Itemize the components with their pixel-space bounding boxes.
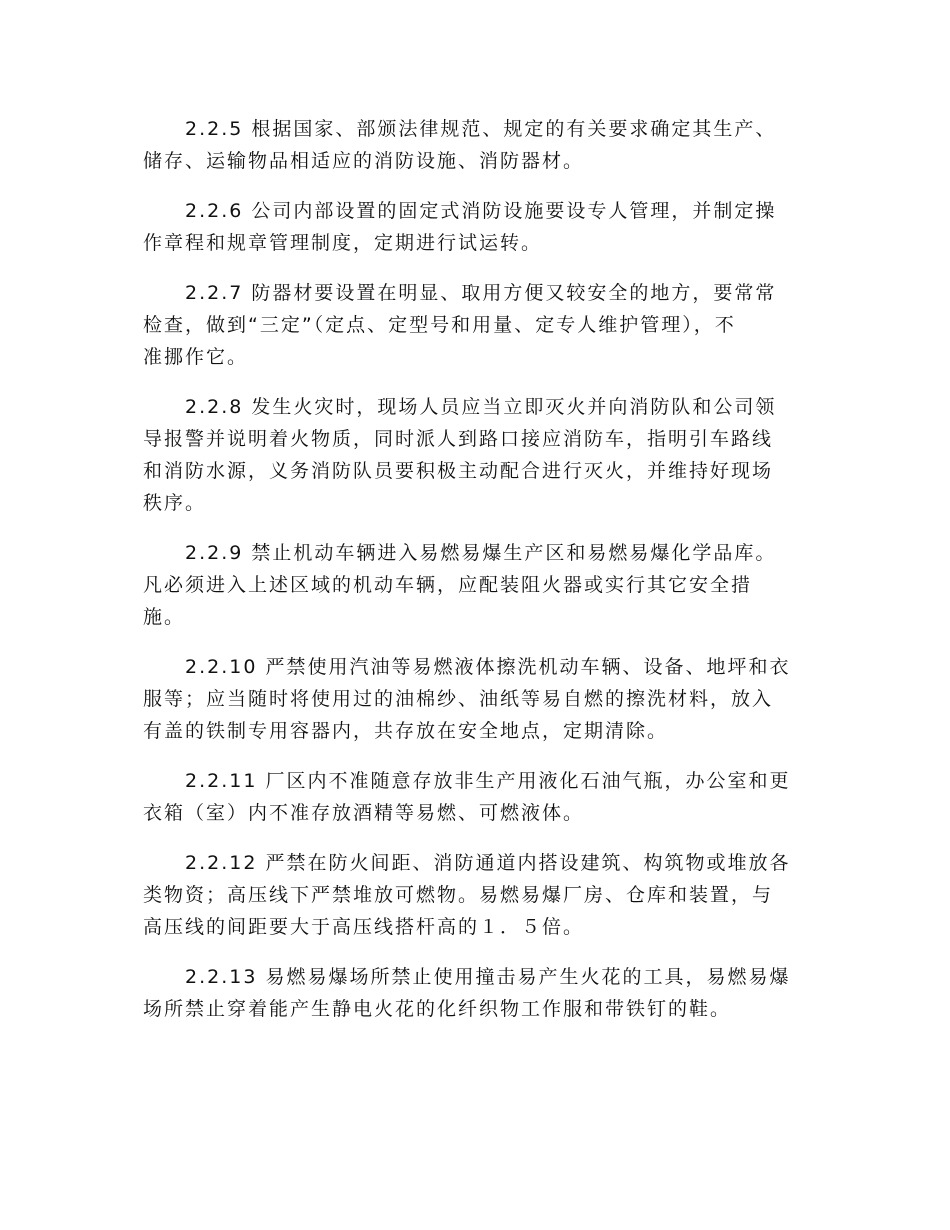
paragraph-line: 场所禁止穿着能产生静电火花的化纤织物工作服和带铁钉的鞋。: [143, 998, 732, 1020]
paragraph-line: 和消防水源，义务消防队员要积极主动配合进行灭火，并维持好现场: [143, 460, 774, 482]
paragraph-line: 导报警并说明着火物质，同时派人到路口接应消防车，指明引车路线: [143, 428, 774, 450]
paragraph-2-2-12: [143, 847, 808, 943]
paragraph-line: 2.2.5 根据国家、部颁法律规范、规定的有关要求确定其生产、: [185, 118, 777, 140]
paragraph-line: 2.2.8 发生火灾时，现场人员应当立即灭火并向消防队和公司领: [185, 396, 777, 418]
paragraph-line: 秩序。: [143, 492, 207, 514]
paragraph-line: 2.2.7 防器材要设置在明显、取用方便又较安全的地方，要常常: [185, 282, 777, 304]
paragraph-line: 储存、运输物品相适应的消防设施、消防器材。: [143, 150, 585, 172]
paragraph-line: 凡必须进入上述区域的机动车辆，应配装阻火器或实行其它安全措: [143, 574, 753, 596]
paragraph-line: 作章程和规章管理制度，定期进行试运转。: [143, 232, 543, 254]
document-body: [143, 113, 808, 1043]
paragraph-line: 2.2.11 厂区内不准随意存放非生产用液化石油气瓶，办公室和更: [185, 770, 791, 792]
paragraph-2-2-7: [143, 277, 808, 373]
paragraph-2-2-11: [143, 765, 808, 829]
paragraph-line: 服等；应当随时将使用过的油棉纱、油纸等易自燃的擦洗材料，放入: [143, 688, 774, 710]
paragraph-2-2-8: [143, 391, 808, 519]
paragraph-line: 2.2.12 严禁在防火间距、消防通道内搭设建筑、构筑物或堆放各: [185, 852, 791, 874]
paragraph-line: 2.2.6 公司内部设置的固定式消防设施要设专人管理，并制定操: [185, 200, 777, 222]
paragraph-line: 有盖的铁制专用容器内，共存放在安全地点，定期清除。: [143, 720, 669, 742]
paragraph-line: 2.2.13 易燃易爆场所禁止使用撞击易产生火花的工具，易燃易爆: [185, 966, 791, 988]
paragraph-line: 类物资；高压线下严禁堆放可燃物。易燃易爆厂房、仓库和装置，与: [143, 884, 774, 906]
paragraph-2-2-10: [143, 651, 808, 747]
paragraph-2-2-9: [143, 537, 808, 633]
paragraph-line: 衣箱（室）内不准存放酒精等易燃、可燃液体。: [143, 802, 585, 824]
paragraph-2-2-6: [143, 195, 808, 259]
paragraph-line: 施。: [143, 606, 186, 628]
paragraph-line: 2.2.9 禁止机动车辆进入易燃易爆生产区和易燃易爆化学品库。: [185, 542, 777, 564]
paragraph-2-2-13: [143, 961, 808, 1025]
paragraph-line: 准挪作它。: [143, 346, 249, 368]
paragraph-line: 高压线的间距要大于高压线搭杆高的１．５倍。: [143, 916, 585, 938]
paragraph-2-2-5: [143, 113, 808, 177]
paragraph-line: 检查，做到“三定”（定点、定型号和用量、定专人维护管理），不: [143, 314, 736, 336]
paragraph-line: 2.2.10 严禁使用汽油等易燃液体擦洗机动车辆、设备、地坪和衣: [185, 656, 791, 678]
